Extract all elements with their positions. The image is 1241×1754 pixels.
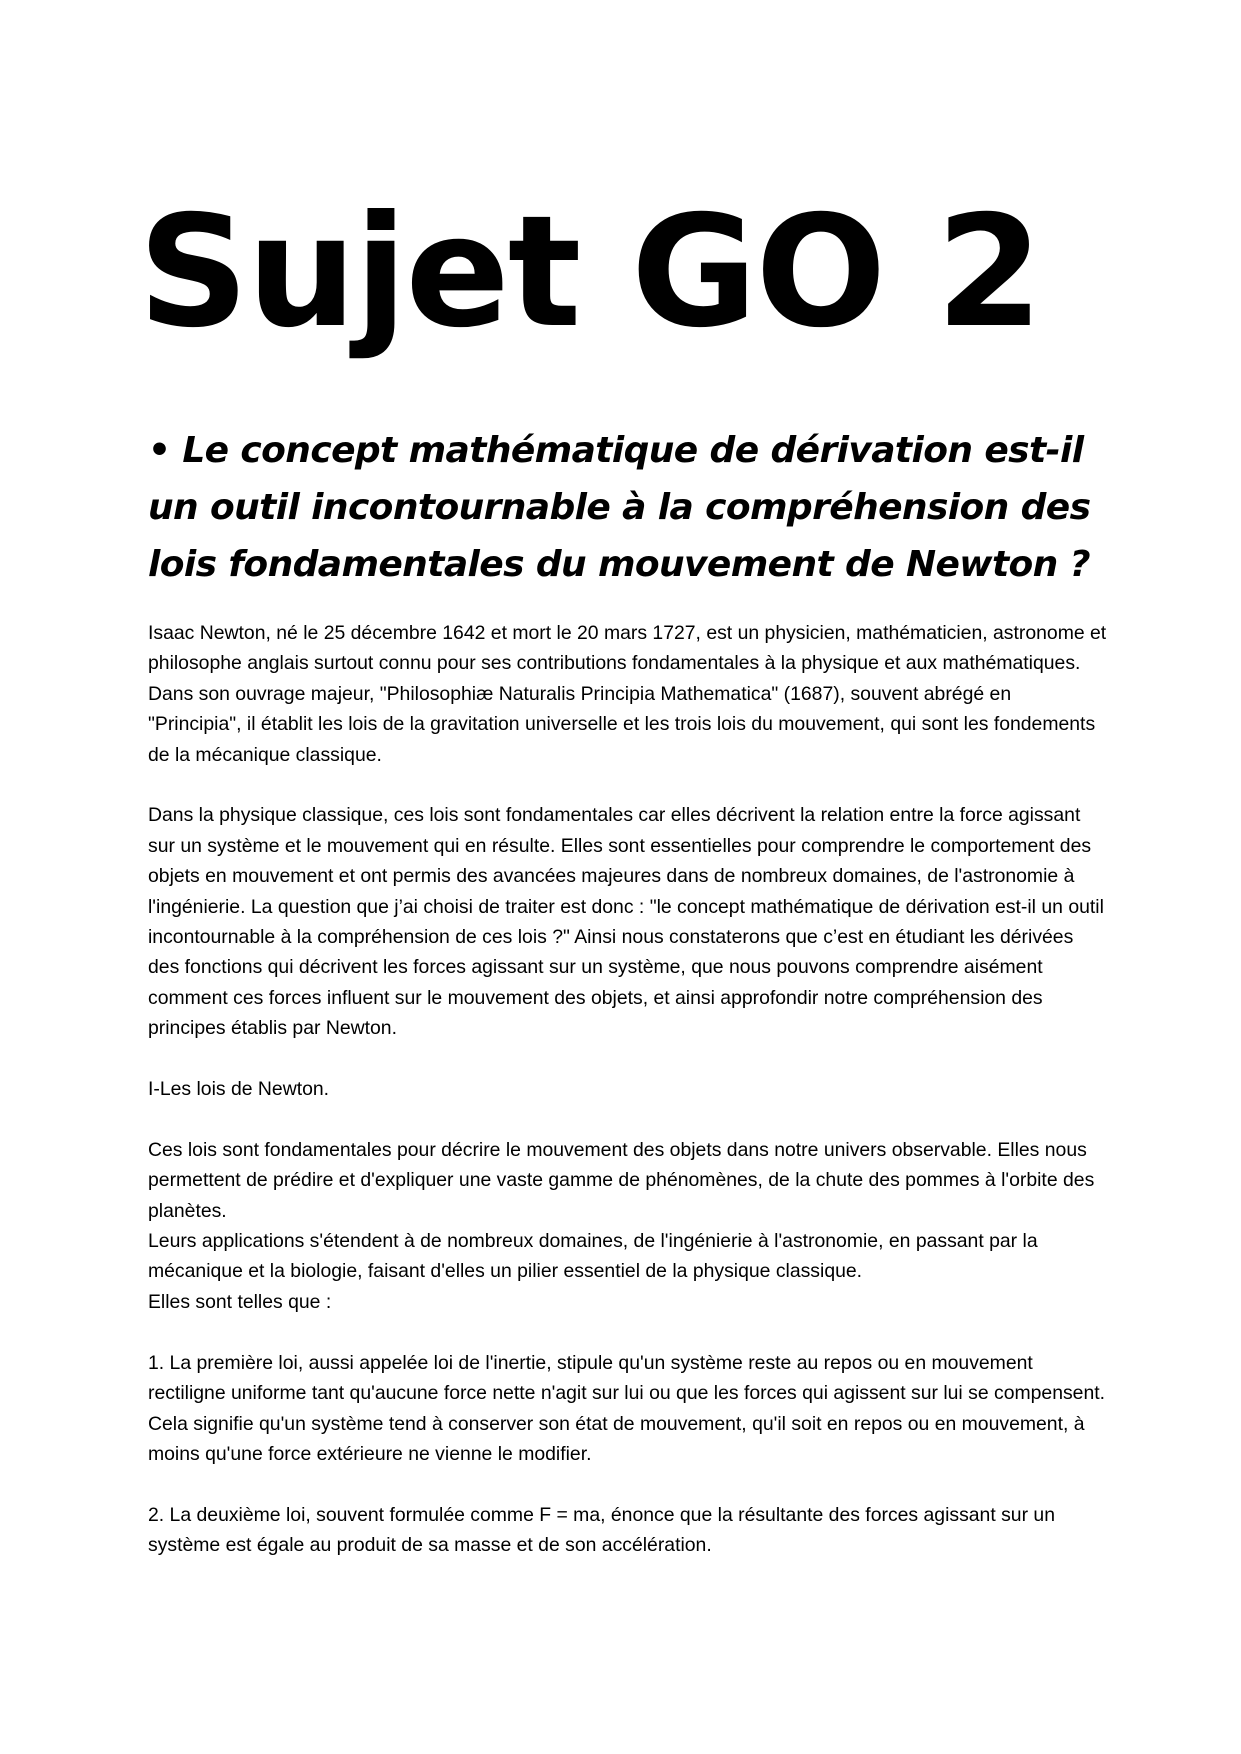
paragraph-problematique: Dans la physique classique, ces lois sont fondamentales car elles décrivent la relation entre la force agissant sur un système et le mouvement qui en résulte. Elles sont essentielles pour comprendre le comportement des objets en mouvement et ont permis des avancées majeures dans de nombreux domaines, de l'astronomie à l'ingénierie. La question que j’ai choisi de traiter est donc : "le concept mathématique de dérivation est-il un outil incontournable à la compréhension de ces lois ?" Ainsi nous constaterons que c’est en étudiant les dérivées des fonctions qui décrivent les forces agissant sur un système, que nous pouvons comprendre aisément comment ces forces influent sur le mouvement des objets, et ainsi approfondir notre compréhension des principes établis par Newton.: [148, 804, 1104, 1040]
paragraph-applications: Leurs applications s'étendent à de nombreux domaines, de l'ingénierie à l'astronomie, en passant par la mécanique et la biologie, faisant d'elles un pilier essentiel de la physique classique.: [148, 1230, 1038, 1283]
page-title: Sujet GO 2: [138, 183, 1042, 362]
section-heading-lois-newton: I-Les lois de Newton.: [148, 1078, 330, 1101]
subject-question: • Le concept mathématique de dérivation est-il un outil incontournable à la compréhension des lois fondamentales du mouvement de Newton ?: [148, 430, 1091, 585]
list-item-premiere-loi: 1. La première loi, aussi appelée loi de l'inertie, stipule qu'un système reste au repos ou en mouvement rectiligne uniforme tant qu'aucune force nette n'agit sur lui ou que les forces qui agissent sur lui se compensent. Cela signifie qu'un système tend à conserver son état de mouvement, qu'il soit en repos ou en mouvement, à moins qu'une force extérieure ne vienne le modifier.: [148, 1351, 1106, 1465]
paragraph-telles-que: Elles sont telles que :: [148, 1290, 332, 1313]
list-item-deuxieme-loi: 2. La deuxième loi, souvent formulée comme F = ma, énonce que la résultante des forces agissant sur un système est égale au produit de sa masse et de son accélération.: [148, 1503, 1056, 1557]
paragraph-lois-fondamentales: Ces lois sont fondamentales pour décrire le mouvement des objets dans notre univers observable. Elles nous permettent de prédire et d'expliquer une vaste gamme de phénomènes, de la chute des pommes à l'orbite des planètes.: [148, 1138, 1095, 1222]
paragraph-intro-newton: Isaac Newton, né le 25 décembre 1642 et mort le 20 mars 1727, est un physicien, mathématicien, astronome et philosophe anglais surtout connu pour ses contributions fondamentales à la physique et aux mathématiques. Dans son ouvrage majeur, "Philosophiæ Naturalis Principia Mathematica" (1687), souvent abrégé en "Principia", il établit les lois de la gravitation universelle et les trois lois du mouvement, qui sont les fondements de la mécanique classique.: [148, 622, 1107, 766]
body-text: [148, 618, 1108, 1591]
